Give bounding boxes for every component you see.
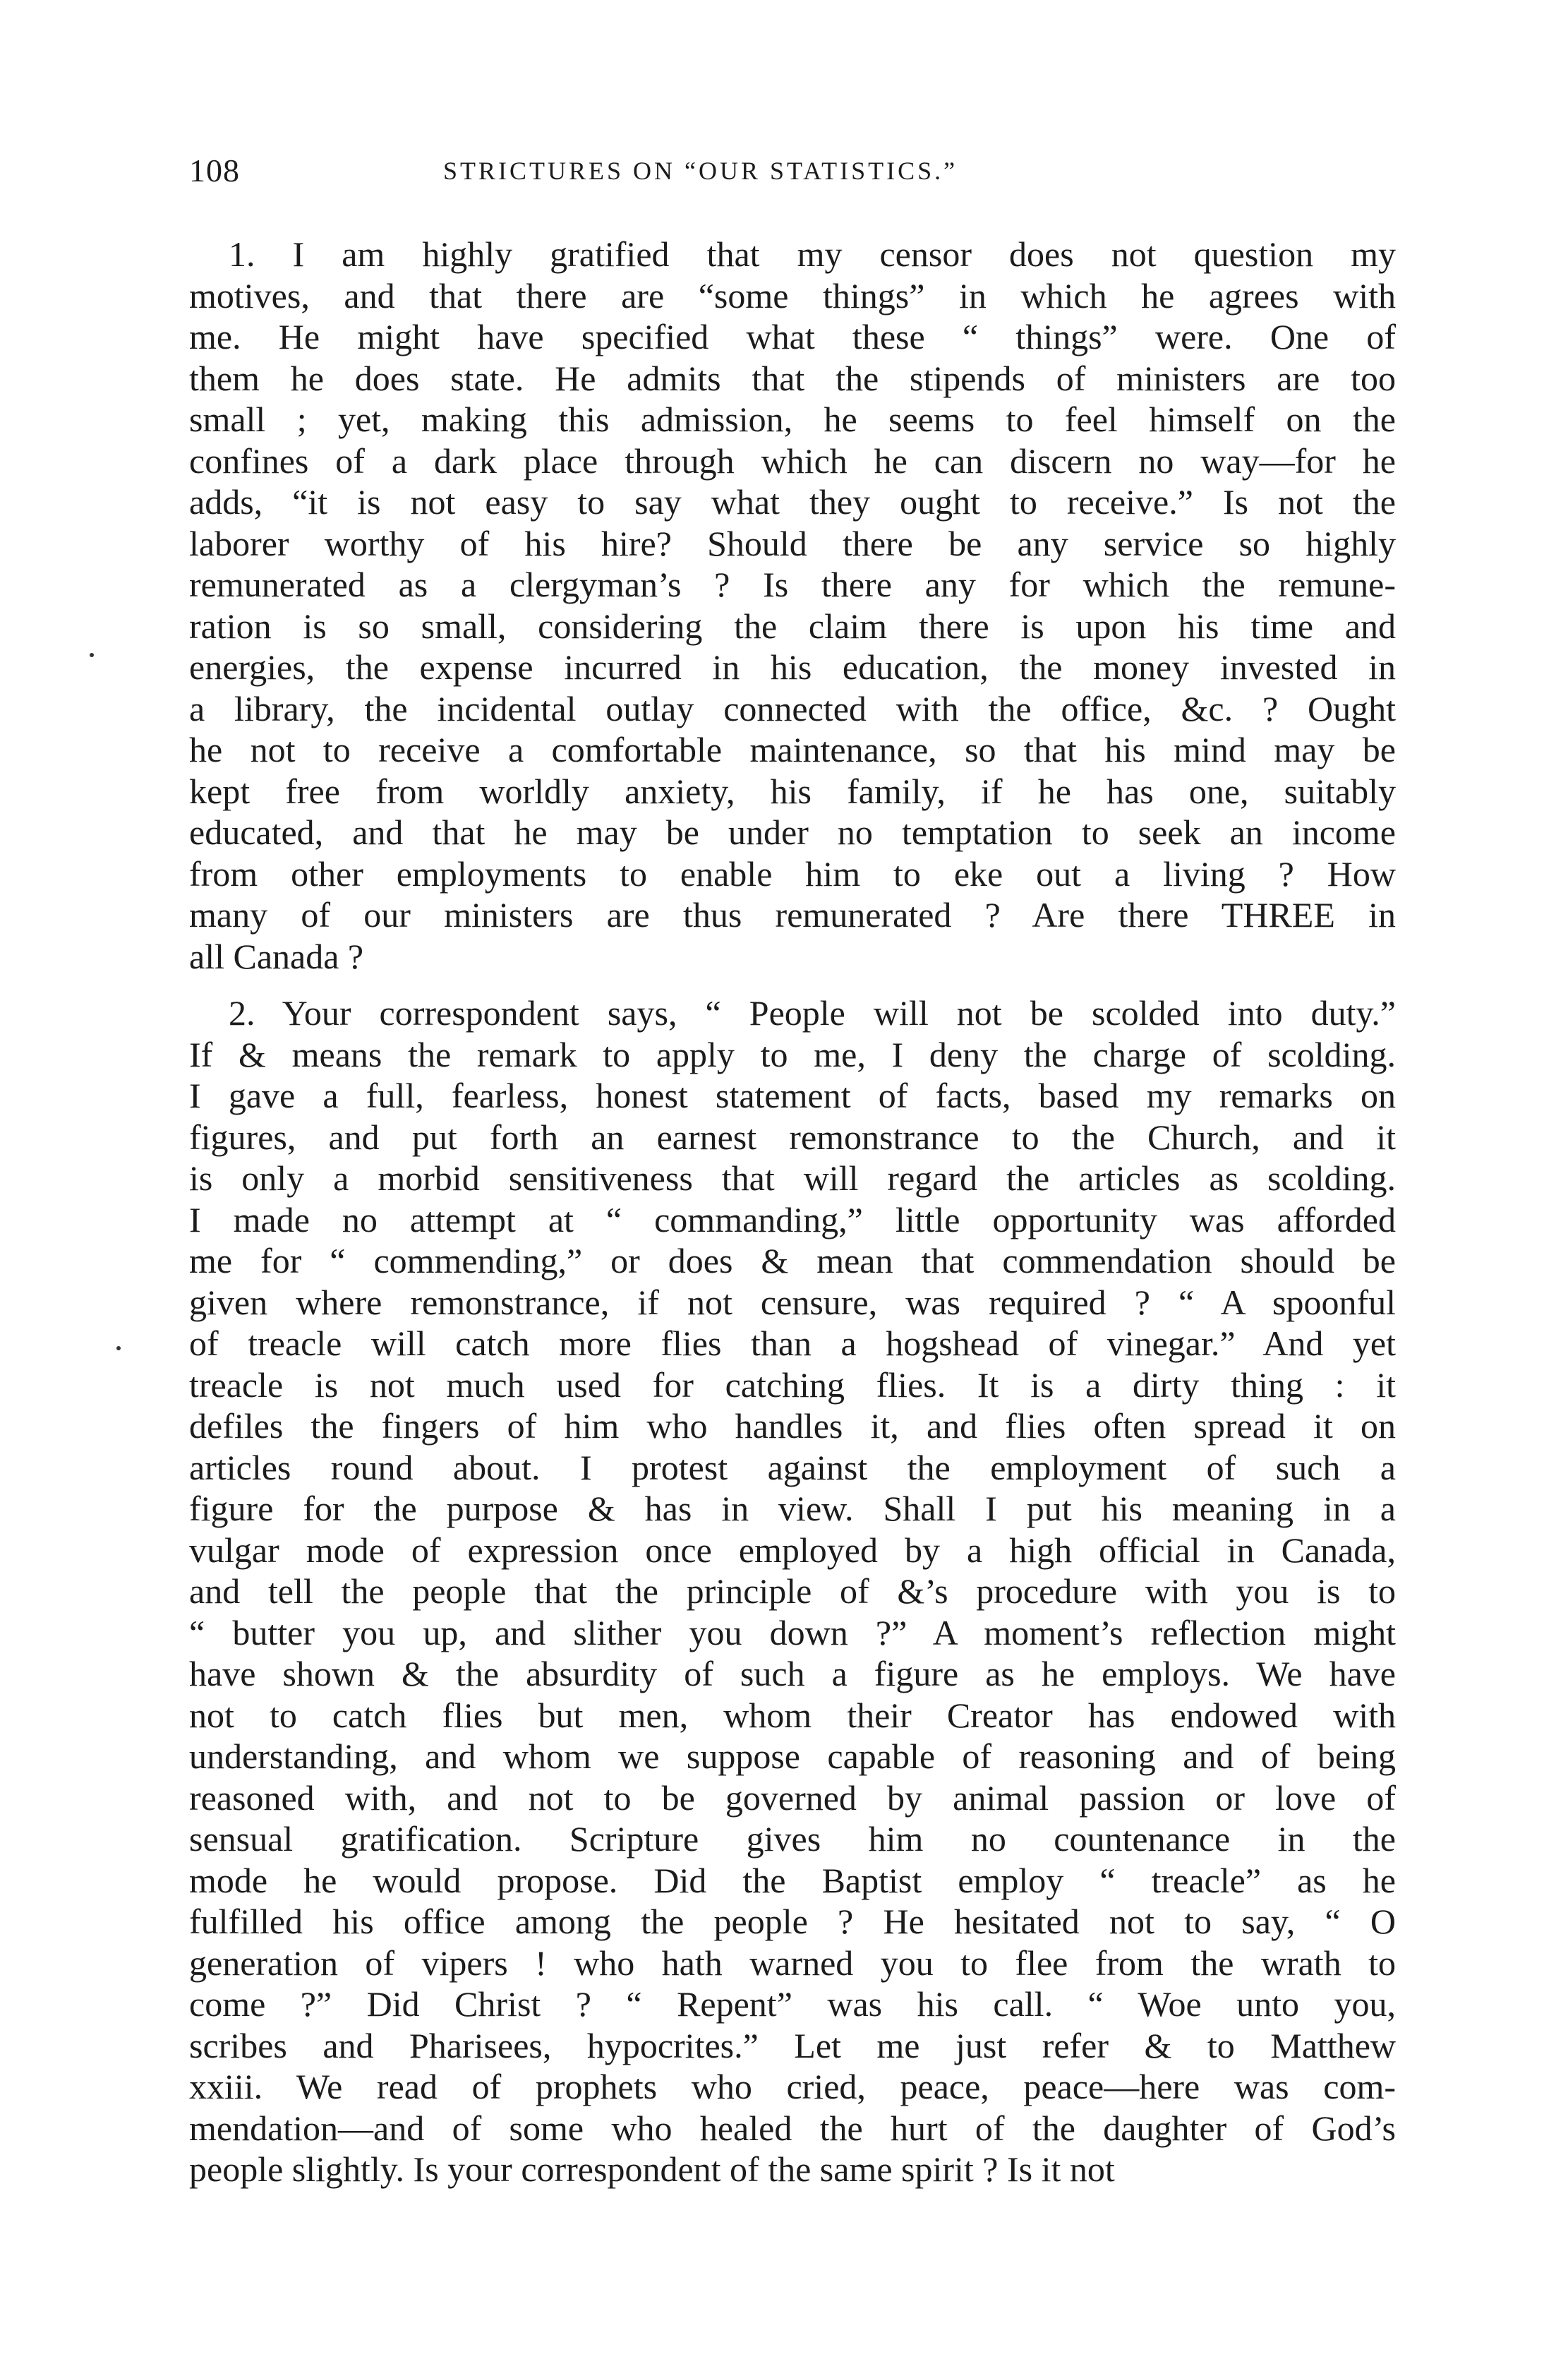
text-line: them he does state. He admits that the stipends of ministers are too (189, 358, 1396, 398)
text-line: treacle is not much used for catching flies. It is a dirty thing : it (189, 1364, 1396, 1405)
text-line: educated, and that he may be under no temptation to seek an income (189, 812, 1396, 852)
text-line: understanding, and whom we suppose capable of reasoning and of being (189, 1736, 1396, 1776)
text-line: many of our ministers are thus remunerated ? Are there THREE in (189, 895, 1396, 935)
text-line: figure for the purpose & has in view. Shall I put his meaning in a (189, 1489, 1396, 1528)
text-line: kept free from worldly anxiety, his family, if he has one, suitably (189, 771, 1396, 811)
text-line: 1. I am highly gratified that my censor does not question my (229, 234, 1396, 274)
text-line: not to catch flies but men, whom their Creator has endowed with (189, 1695, 1396, 1735)
text-line: adds, “it is not easy to say what they ought to receive.” Is not the (189, 482, 1396, 522)
text-line: ration is so small, considering the claim there is upon his time and (189, 606, 1396, 646)
text-line: he not to receive a comfortable maintenance, so that his mind may be (189, 730, 1396, 769)
text-line: is only a morbid sensitiveness that will regard the articles as scolding. (189, 1158, 1396, 1198)
margin-dot (116, 1346, 121, 1350)
text-line: and tell the people that the principle of &’s procedure with you is to (189, 1571, 1396, 1611)
text-line: come ?” Did Christ ? “ Repent” was his call. “ Woe unto you, (189, 1984, 1396, 2024)
text-line: laborer worthy of his hire? Should there be any service so highly (189, 523, 1396, 563)
running-head (189, 152, 1396, 201)
text-line: reasoned with, and not to be governed by animal passion or love of (189, 1777, 1396, 1818)
text-line: from other employments to enable him to eke out a living ? How (189, 853, 1396, 894)
text-line: I made no attempt at “ commanding,” little opportunity was afforded (189, 1199, 1396, 1239)
text-line: have shown & the absurdity of such a figure as he employs. We have (189, 1654, 1396, 1693)
paragraph-2 (189, 992, 1396, 2190)
text-line: me for “ commending,” or does & mean that commendation should be (189, 1241, 1396, 1280)
text-line: “ butter you up, and slither you down ?” A moment’s reflection might (189, 1612, 1396, 1652)
page-number: 108 (189, 152, 240, 188)
text-line: If & means the remark to apply to me, I deny the charge of scolding. (189, 1034, 1396, 1074)
text-line: xxiii. We read of prophets who cried, peace, peace—here was com- (189, 2067, 1396, 2106)
text-line: me. He might have specified what these “ things” were. One of (189, 317, 1396, 356)
text-line: I gave a full, fearless, honest statement of facts, based my remarks on (189, 1076, 1396, 1115)
paragraph-1 (189, 234, 1396, 977)
text-line: remunerated as a clergyman’s ? Is there any for which the remune- (189, 565, 1396, 604)
text-line: given where remonstrance, if not censure, was required ? “ A spoonful (189, 1282, 1396, 1322)
text-line: a library, the incidental outlay connected with the office, &c. ? Ought (189, 688, 1396, 728)
text-line: confines of a dark place through which he can discern no way—for he (189, 440, 1396, 481)
text-line: sensual gratification. Scripture gives him no countenance in the (189, 1819, 1396, 1859)
text-line: 2. Your correspondent says, “ People will not be scolded into duty.” (229, 993, 1396, 1033)
text-line: fulfilled his office among the people ? He hesitated not to say, “ O (189, 1902, 1396, 1941)
text-line: scribes and Pharisees, hypocrites.” Let me just refer & to Matthew (189, 2025, 1396, 2065)
text-line: energies, the expense incurred in his education, the money invested in (189, 647, 1396, 687)
text-line: defiles the fingers of him who handles it, and flies often spread it on (189, 1406, 1396, 1446)
text-line: mode he would propose. Did the Baptist employ “ treacle” as he (189, 1860, 1396, 1900)
margin-dot (90, 653, 94, 657)
text-line: of treacle will catch more flies than a hogshead of vinegar.” And yet (189, 1323, 1396, 1363)
text-line: all Canada ? (189, 936, 364, 976)
text-line: generation of vipers ! who hath warned you to flee from the wrath to (189, 1943, 1396, 1983)
text-line: figures, and put forth an earnest remonstrance to the Church, and it (189, 1117, 1396, 1157)
text-line: articles round about. I protest against the employment of such a (189, 1447, 1396, 1487)
book-page (189, 152, 1396, 2190)
text-line: mendation—and of some who healed the hurt of the daughter of God’s (189, 2108, 1396, 2148)
running-title: STRICTURES ON “OUR STATISTICS.” (443, 157, 958, 185)
text-line: small ; yet, making this admission, he seems to feel himself on the (189, 400, 1396, 439)
text-line: motives, and that there are “some things” in which he agrees with (189, 275, 1396, 316)
text-line: people slightly. Is your correspondent of the same spirit ? Is it not (189, 2149, 1115, 2189)
text-line: vulgar mode of expression once employed by a high official in Canada, (189, 1530, 1396, 1570)
